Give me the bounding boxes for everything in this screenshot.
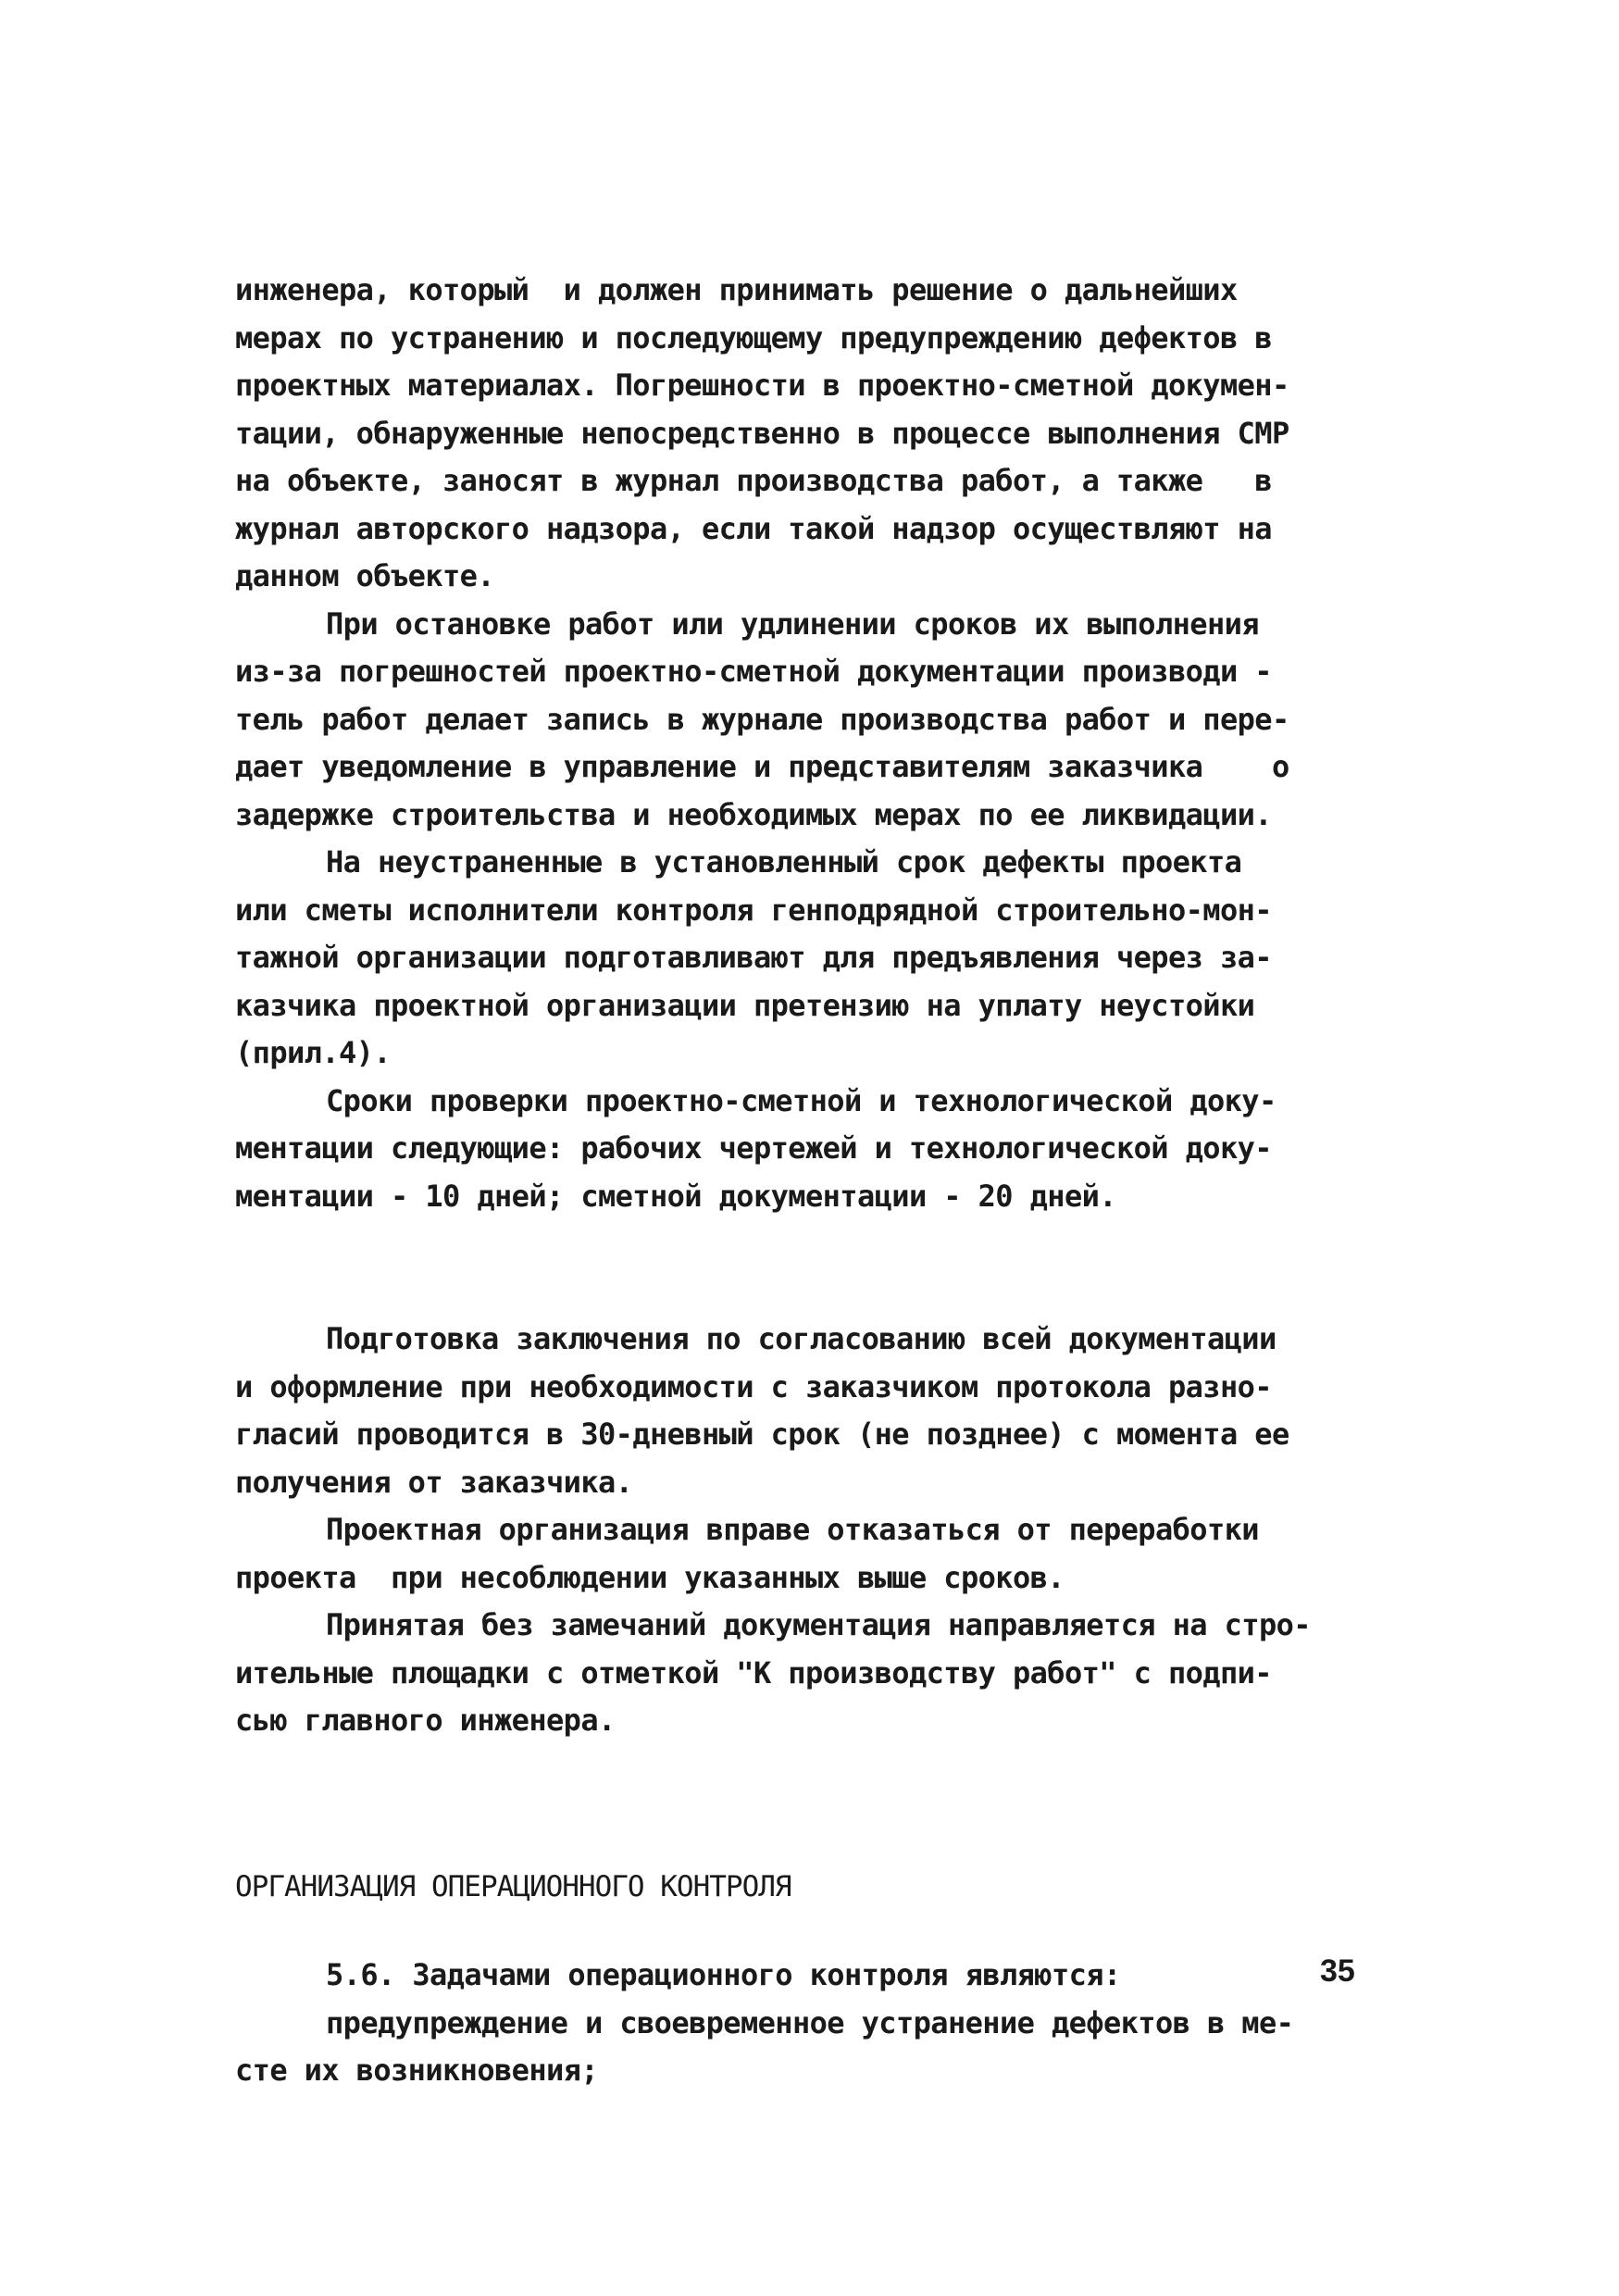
text-line: Сроки проверки проектно-сметной и технологической доку- xyxy=(326,1082,1277,1118)
text-line: ментации - 10 дней; сметной документации - 20 дней. xyxy=(235,1178,1116,1214)
text-line: на объекте, заносят в журнал производства работ, а также в xyxy=(235,463,1272,498)
paragraph-operational-control-tasks xyxy=(235,1952,1397,2095)
paragraph-work-stoppage xyxy=(235,601,1397,840)
text-line: предупреждение и своевременное устранение дефектов в ме- xyxy=(326,2004,1294,2040)
text-line: сью главного инженера. xyxy=(235,1703,616,1738)
paragraph-refusal-right xyxy=(235,1506,1397,1602)
text-line: задержке строительства и необходимых мерах по ее ликвидации. xyxy=(235,796,1272,832)
text-line: из-за погрешностей проектно-сметной документации производи - xyxy=(235,654,1272,689)
text-line: Проектная организация вправе отказаться от переработки xyxy=(326,1512,1259,1547)
text-line: сте их возникновения; xyxy=(235,2053,598,2088)
text-line: 5.6. Задачами операционного контроля являются: xyxy=(326,1957,1121,1992)
text-line: мерах по устранению и последующему предупреждению дефектов в xyxy=(235,319,1272,356)
text-line: тации, обнаруженные непосредственно в процессе выполнения СМР xyxy=(235,415,1289,451)
text-line: или сметы исполнители контроля генподрядной строительно-мон- xyxy=(235,892,1272,928)
text-line: получения от заказчика. xyxy=(235,1464,633,1500)
text-line: гласий проводится в 30-дневный срок (не позднее) с момента ее xyxy=(235,1416,1289,1452)
text-line: На неустраненные в установленный срок дефекты проекта xyxy=(326,844,1242,880)
text-line: тажной организации подготавливают для предъявления через за- xyxy=(235,940,1272,975)
spacer xyxy=(235,1745,1397,1864)
text-line: инженера, который и должен принимать решение о дальнейших xyxy=(235,272,1238,307)
paragraph-review-deadlines xyxy=(235,1078,1397,1221)
text-line: ительные площадки с отметкой "К производству работ" с подпи- xyxy=(235,1654,1272,1691)
text-line: проекта при несоблюдении указанных выше сроков. xyxy=(235,1559,1065,1595)
text-line: казчика проектной организации претензию на уплату неустойки xyxy=(235,987,1255,1023)
paragraph-accepted-documentation xyxy=(235,1602,1397,1745)
paragraph-unresolved-defects xyxy=(235,839,1397,1078)
page-body xyxy=(235,267,1397,2095)
text-line: журнал авторского надзора, если такой надзор осуществляют на xyxy=(235,510,1272,546)
text-line: Принятая без замечаний документация направляется на стро- xyxy=(326,1607,1311,1642)
text-line: данном объекте. xyxy=(235,558,494,593)
section-heading: ОРГАНИЗАЦИЯ ОПЕРАЦИОННОГО КОНТРОЛЯ xyxy=(235,1869,791,1903)
text-line: проектных материалах. Погрешности в проектно-сметной докумен- xyxy=(235,368,1289,403)
page-number: 35 xyxy=(1320,1953,1355,1989)
spacer xyxy=(235,1220,1397,1316)
text-line: и оформление при необходимости с заказчиком протокола разно- xyxy=(235,1368,1272,1404)
paragraph-conclusion-preparation xyxy=(235,1316,1397,1506)
text-line: (прил.4). xyxy=(235,1035,391,1070)
text-line: ментации следующие: рабочих чертежей и технологической доку- xyxy=(235,1130,1272,1166)
text-line: дает уведомление в управление и представителям заказчика о xyxy=(235,749,1289,784)
paragraph-continuation xyxy=(235,267,1397,601)
text-line: тель работ делает запись в журнале производства работ и пере- xyxy=(235,701,1289,737)
text-line: При остановке работ или удлинении сроков их выполнения xyxy=(326,605,1259,642)
text-line: Подготовка заключения по согласованию всей документации xyxy=(326,1321,1277,1356)
spacer xyxy=(235,1911,1397,1952)
